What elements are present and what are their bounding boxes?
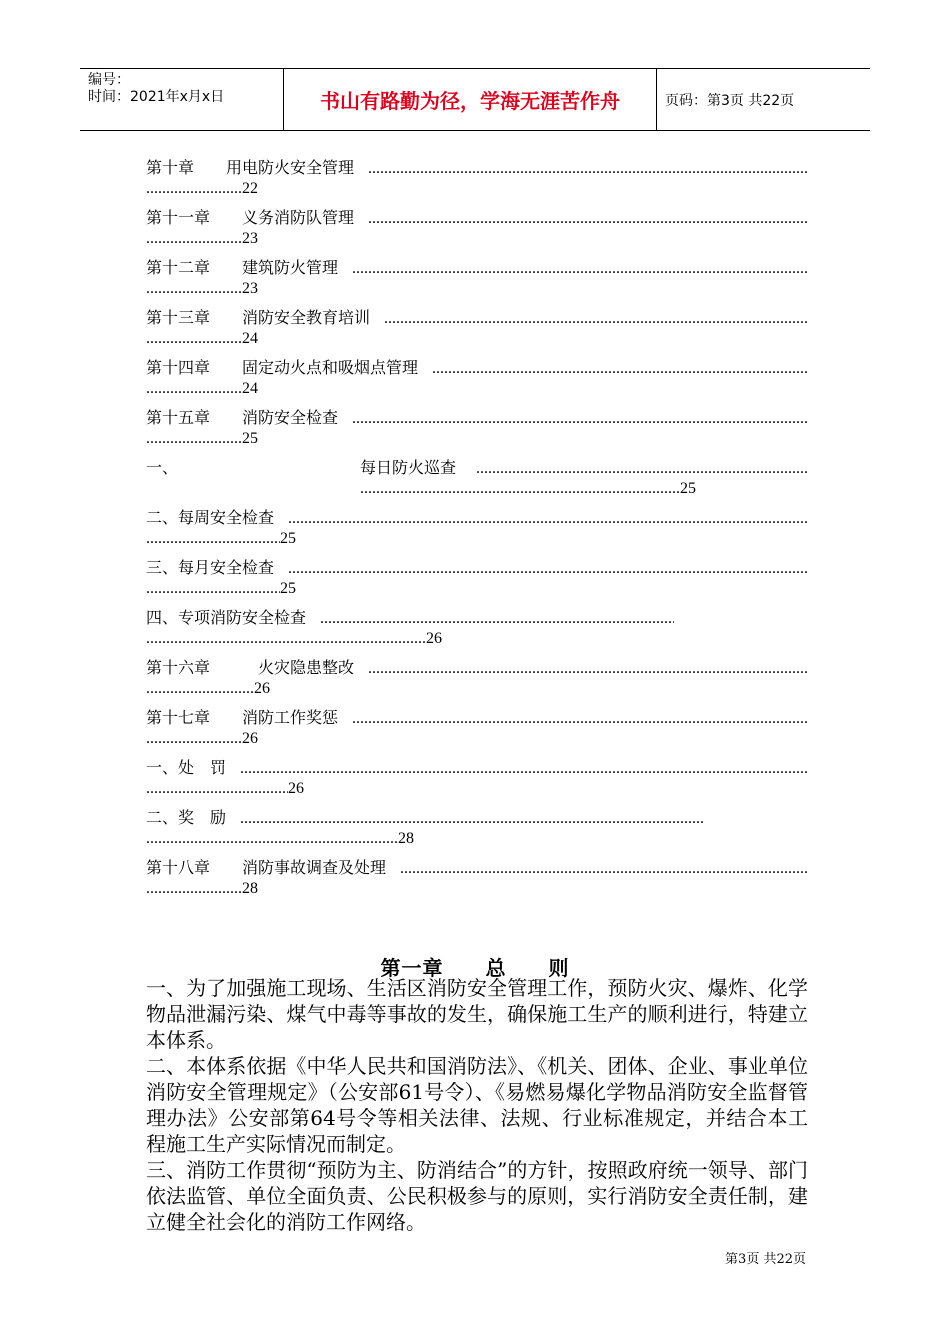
toc-entry[interactable] (146, 255, 808, 305)
toc-leader (146, 380, 242, 398)
toc-entry-page: 23 (242, 230, 258, 247)
toc-entry[interactable] (146, 605, 808, 655)
toc-entry-title: 第十二章 建筑防火管理 (146, 258, 339, 277)
toc-entry-title: 二、奖 励 (146, 808, 227, 827)
toc-entry[interactable] (146, 205, 808, 255)
toc-entry-title: 第十三章 消防安全教育培训 (146, 308, 371, 327)
toc-entry-page: 26 (254, 680, 270, 697)
toc-entry-title: 第十五章 消防安全检查 (146, 408, 339, 427)
toc-leader (352, 260, 808, 278)
toc-leader (146, 680, 254, 698)
toc-leader (288, 510, 808, 528)
toc-entry-page: 25 (680, 480, 696, 497)
toc-entry[interactable] (146, 355, 808, 405)
header-page-info: 页码：第3页 共22页 (665, 92, 795, 109)
paragraph: 二、本体系依据《中华人民共和国消防法》、《机关、团体、企业、事业单位消防安全管理规定》（公安部61号令）、《易燃易爆化学物品消防安全监督管理办法》公安部第64号令等相关法律、法规、行业标准规定，并结合本工程施工生产实际情况而制定。 (146, 1054, 808, 1156)
toc-leader (146, 730, 242, 748)
toc-entry[interactable] (146, 455, 808, 505)
toc-leader (352, 410, 808, 428)
toc-entry[interactable] (146, 305, 808, 355)
toc-entry-page: 23 (242, 280, 258, 297)
toc-entry-page: 25 (280, 580, 296, 597)
toc-leader (146, 780, 288, 798)
toc-leader (146, 230, 242, 248)
toc-entry-page: 25 (280, 530, 296, 547)
toc-entry-title: 每日防火巡查 (360, 458, 457, 477)
toc-entry-page: 26 (242, 730, 258, 747)
table-of-contents (146, 155, 808, 905)
toc-leader (320, 610, 674, 628)
toc-leader (368, 660, 808, 678)
toc-leader (400, 860, 808, 878)
page-header (80, 68, 870, 131)
toc-entry-title: 第十六章 火灾隐患整改 (146, 658, 355, 677)
toc-entry-title: 四、专项消防安全检查 (146, 608, 307, 627)
toc-entry-page: 24 (242, 330, 258, 347)
toc-entry[interactable] (146, 555, 808, 605)
toc-entry[interactable] (146, 855, 808, 905)
toc-leader (146, 830, 398, 848)
toc-leader (476, 460, 808, 478)
toc-entry-page: 26 (288, 780, 304, 797)
toc-leader (146, 580, 280, 598)
toc-entry-title: 第十四章 固定动火点和吸烟点管理 (146, 358, 419, 377)
toc-leader (146, 280, 242, 298)
toc-entry-title: 第十八章 消防事故调查及处理 (146, 858, 387, 877)
toc-entry[interactable] (146, 805, 808, 855)
toc-leader (146, 180, 242, 198)
toc-leader (146, 530, 280, 548)
chapter-body (146, 975, 808, 1235)
toc-leader (240, 810, 704, 828)
toc-entry-page: 26 (426, 630, 442, 647)
page-footer: 第3页 共22页 (725, 1252, 806, 1267)
toc-entry-page: 24 (242, 380, 258, 397)
toc-leader (288, 560, 808, 578)
toc-entry-title: 第十章 用电防火安全管理 (146, 158, 355, 177)
toc-entry-title: 二、每周安全检查 (146, 508, 275, 527)
paragraph: 一、为了加强施工现场、生活区消防安全管理工作，预防火灾、爆炸、化学物品泄漏污染、煤气中毒等事故的发生，确保施工生产的顺利进行，特建立本体系。 (146, 976, 808, 1052)
toc-entry-prefix: 一、 (146, 458, 179, 477)
toc-leader (368, 210, 808, 228)
chapter-title: 第一章 总 则 (380, 956, 570, 980)
toc-leader (146, 630, 426, 648)
toc-entry[interactable] (146, 655, 808, 705)
toc-entry-page: 25 (242, 430, 258, 447)
toc-entry[interactable] (146, 155, 808, 205)
toc-entry-page: 28 (242, 880, 258, 897)
toc-entry-title: 第十一章 义务消防队管理 (146, 208, 355, 227)
toc-leader (368, 160, 808, 178)
toc-leader (146, 330, 242, 348)
toc-leader (352, 710, 808, 728)
toc-entry-title: 第十七章 消防工作奖惩 (146, 708, 339, 727)
toc-leader (360, 480, 680, 498)
header-meta (80, 69, 283, 130)
toc-entry-title: 三、每月安全检查 (146, 558, 275, 577)
toc-leader (432, 360, 808, 378)
toc-entry[interactable] (146, 755, 808, 805)
toc-entry[interactable] (146, 505, 808, 555)
toc-entry[interactable] (146, 405, 808, 455)
paragraph: 三、消防工作贯彻“预防为主、防消结合”的方针，按照政府统一领导、部门依法监管、单位全面负责、公民积极参与的原则，实行消防安全责任制，建立健全社会化的消防工作网络。 (146, 1158, 808, 1234)
toc-leader (146, 430, 242, 448)
header-number-label: 编号： (88, 72, 130, 88)
header-motto: 书山有路勤为径，学海无涯苦作舟 (283, 69, 657, 130)
toc-leader (240, 760, 808, 778)
toc-entry-page: 28 (398, 830, 414, 847)
header-time-label: 时间：2021年x月x日 (88, 89, 225, 105)
toc-entry[interactable] (146, 705, 808, 755)
toc-leader (384, 310, 808, 328)
toc-leader (146, 880, 242, 898)
toc-entry-title: 一、处 罚 (146, 758, 227, 777)
toc-entry-page: 22 (242, 180, 258, 197)
